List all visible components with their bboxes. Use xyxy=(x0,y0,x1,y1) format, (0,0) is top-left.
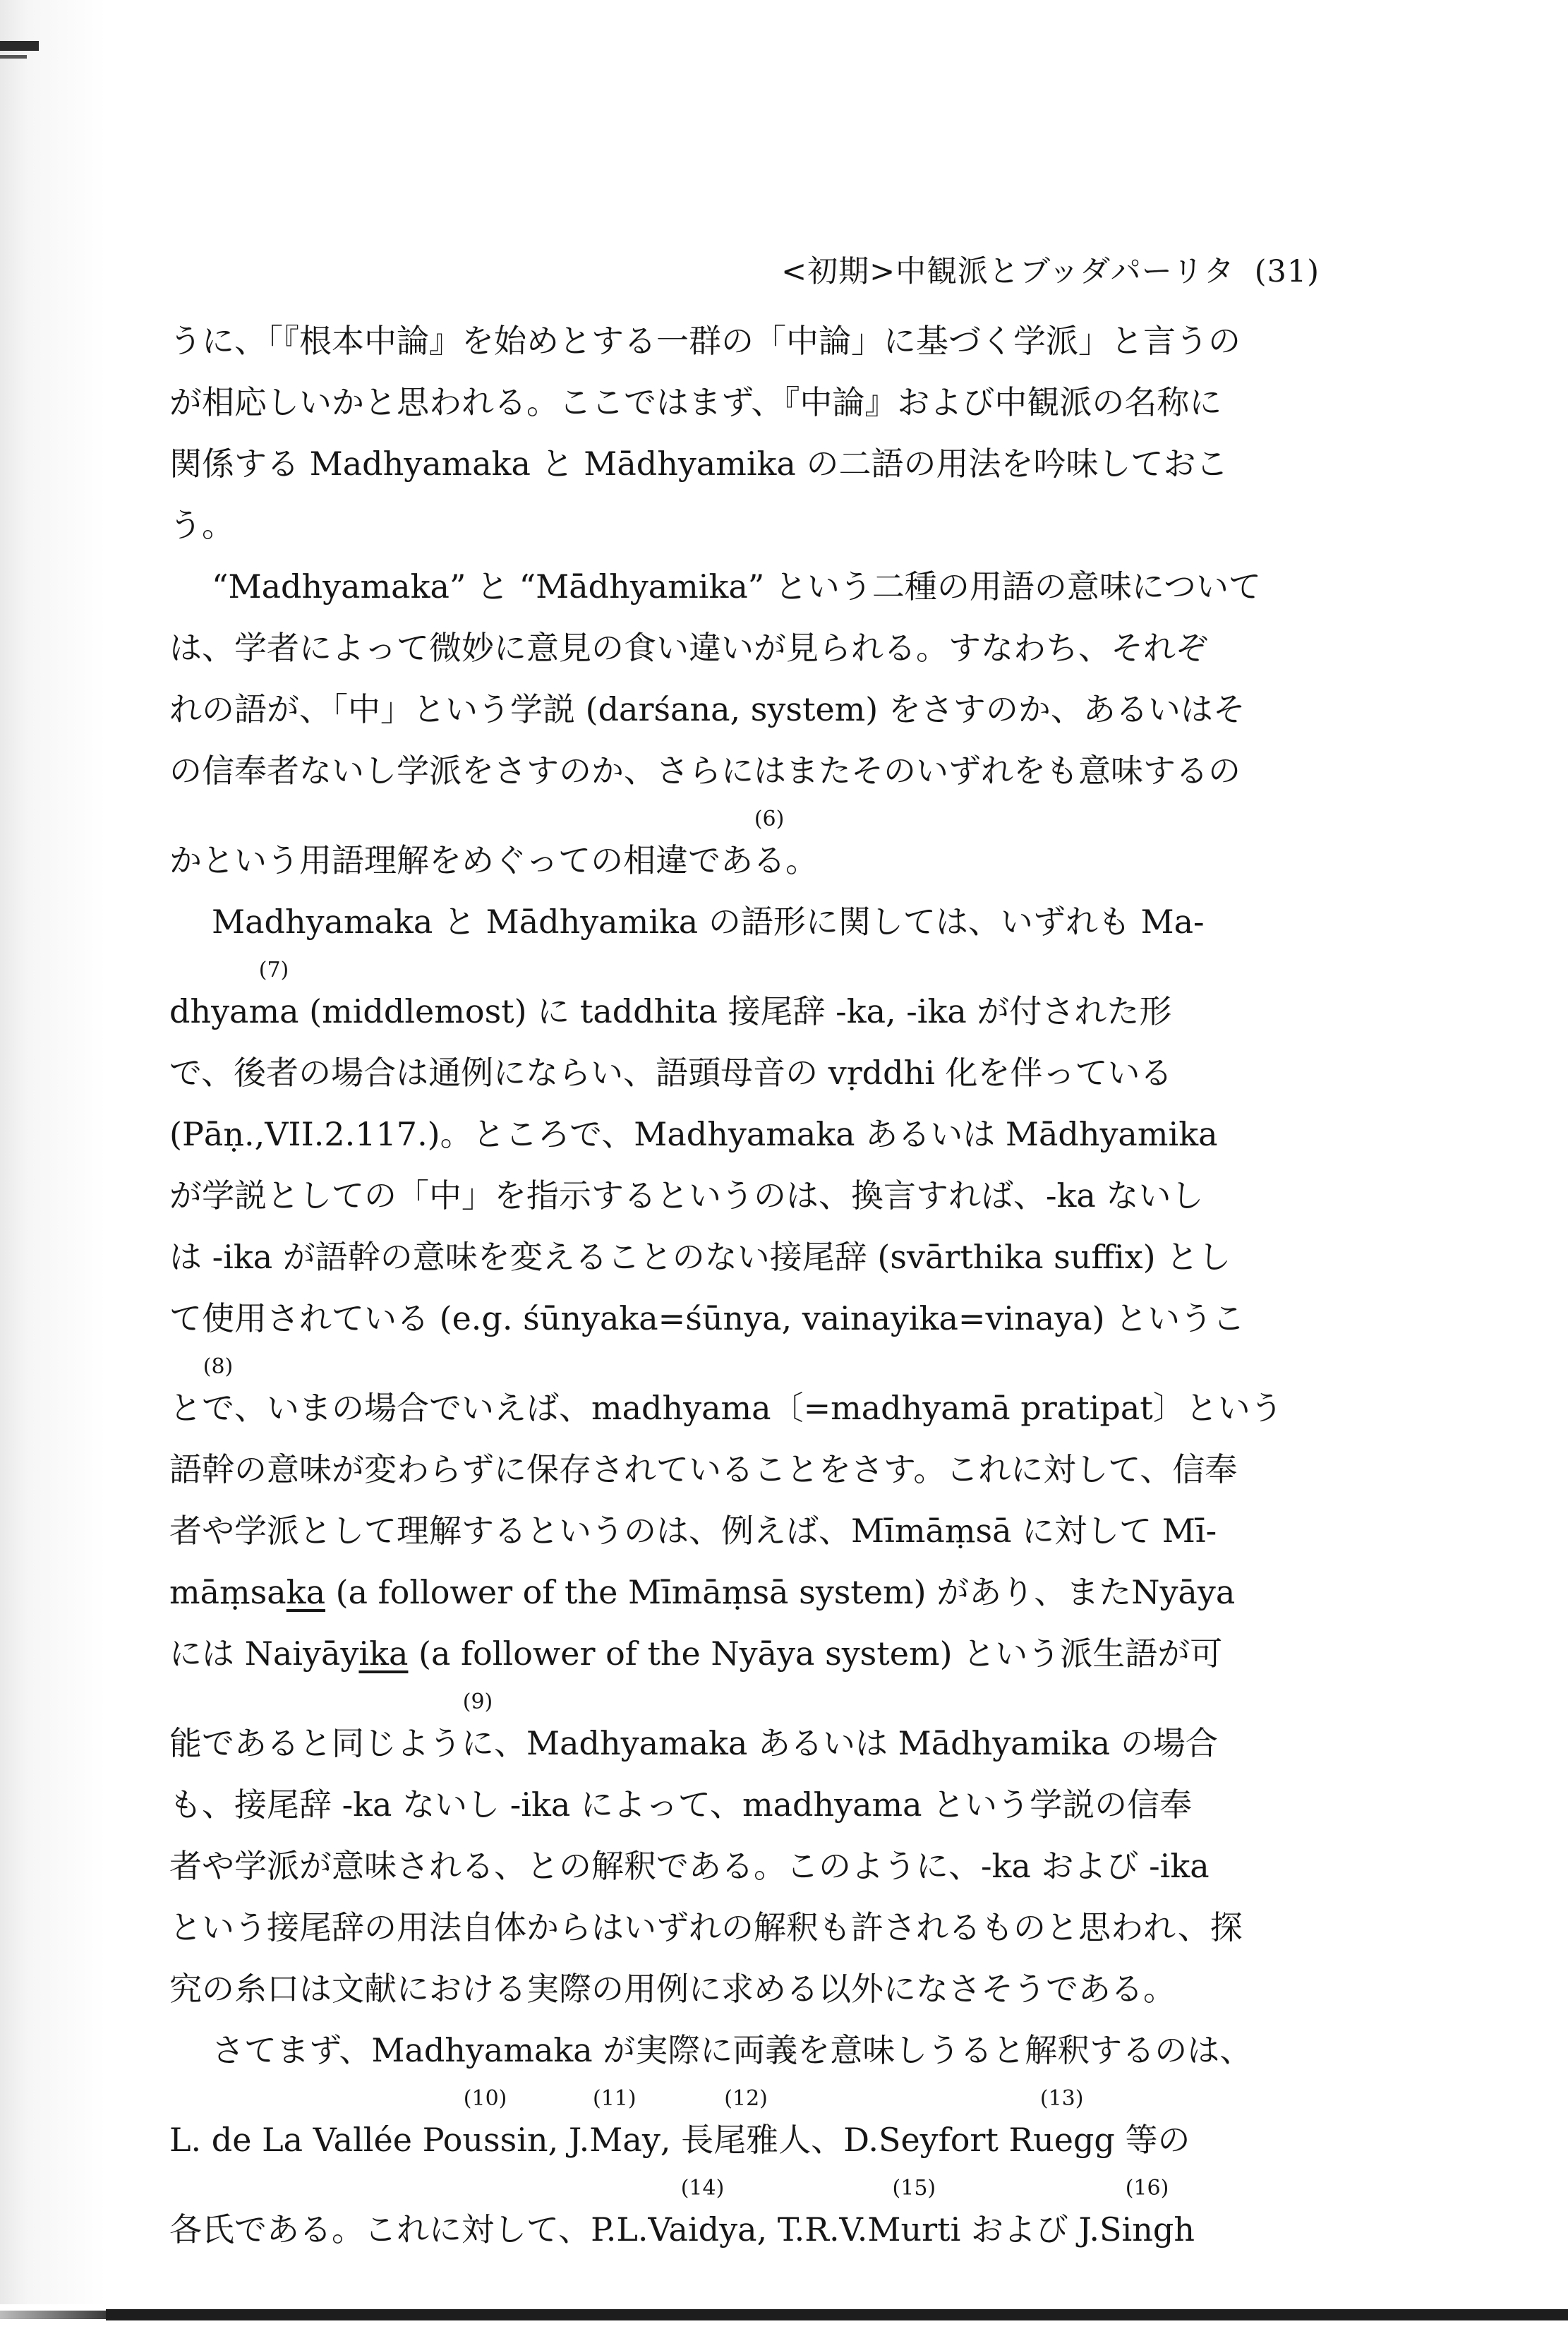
footnote-anchor xyxy=(422,2086,548,2171)
text-line: で、後者の場合は通例にならい、語頭母音の vṛddhi 化を伴っている xyxy=(169,1054,1173,1092)
text-span: māṃsa xyxy=(169,1573,287,1611)
footnote-marker: (9) xyxy=(462,1690,493,1714)
text-span: 、いまの場合でいえば、madhyama〔=madhyamā pratipat〕という xyxy=(234,1389,1283,1427)
text-span: 等の xyxy=(1114,2121,1190,2159)
footnote-marker: (11) xyxy=(593,2086,637,2111)
page-number: (31) xyxy=(1254,254,1320,289)
text-line: (Pāṇ.,VII.2.117.)。ところで、Madhyamaka あるいは Mādhyamika xyxy=(169,1115,1218,1153)
footnote-anchor xyxy=(681,2086,812,2171)
scan-artifact-mark xyxy=(0,55,27,59)
text-span: に xyxy=(462,1724,494,1762)
author-name: Murti xyxy=(867,2210,961,2248)
text-line xyxy=(169,958,1383,1042)
footnote-anchor xyxy=(753,807,786,891)
footnote-marker: (7) xyxy=(258,958,289,982)
text-span: かという用語理解をめぐっての相違であ xyxy=(169,841,754,879)
underlined-suffix: ka xyxy=(286,1573,326,1611)
author-name: 長尾雅人 xyxy=(681,2121,812,2159)
author-name: J.May xyxy=(568,2121,661,2159)
footnote-marker: (12) xyxy=(724,2086,768,2111)
author-name: Poussin xyxy=(422,2121,548,2159)
paragraph xyxy=(169,311,1383,556)
text-line: 関係する Madhyamaka と Mādhyamika の二語の用法を吟味しておこ xyxy=(169,445,1229,483)
scan-artifact-mark xyxy=(0,41,39,51)
text-line: “Madhyamaka” と “Mādhyamika” という二種の用語の意味について xyxy=(212,567,1262,606)
text-span: 、D.Seyfort xyxy=(811,2121,1009,2159)
text-line: 者や学派が意味される、との解釈である。このように、-ka および -ika xyxy=(169,1847,1210,1885)
footnote-anchor xyxy=(867,2176,961,2260)
text-span: 。 xyxy=(785,841,819,879)
scan-artifact-bar xyxy=(0,2311,106,2319)
text-line xyxy=(169,2086,1383,2171)
text-line: が学説としての「中」を指示するというのは、換言すれば、-ka ないし xyxy=(169,1176,1204,1215)
text-span: 、Madhyamaka あるいは Mādhyamika の場合 xyxy=(494,1724,1218,1762)
footnote-marker: (13) xyxy=(1039,2086,1084,2111)
text-line: さてまず、Madhyamaka が実際に両義を意味しうると解釈するのは、 xyxy=(212,2031,1253,2069)
text-line: Madhyamaka と Mādhyamika の語形に関しては、いずれも Ma- xyxy=(212,903,1205,941)
footnote-anchor xyxy=(1099,2176,1195,2260)
text-line: て使用されている (e.g. śūnyaka=śūnya, vainayika=vinaya) というこ xyxy=(169,1299,1246,1337)
paragraph xyxy=(169,891,1383,2020)
text-span: , T.R.V. xyxy=(756,2210,868,2248)
author-name: Singh xyxy=(1099,2210,1195,2248)
text-span: る xyxy=(753,841,786,879)
footnote-anchor xyxy=(1008,2086,1115,2171)
body-text xyxy=(169,311,1383,2260)
footnote-marker: (16) xyxy=(1125,2176,1169,2200)
footnote-anchor xyxy=(248,958,299,1042)
text-span: で xyxy=(202,1389,234,1427)
text-span: (middlemost) に taddhita 接尾辞 -ka, -ika が付された形 xyxy=(298,992,1172,1030)
footnote-anchor xyxy=(648,2176,757,2260)
text-line: 究の糸口は文献における実際の用例に求める以外になさそうである。 xyxy=(169,1970,1176,2008)
text-line: う。 xyxy=(169,506,234,544)
footnote-anchor xyxy=(462,1690,494,1774)
text-line: 語幹の意味が変わらずに保存されていることをさす。これに対して、信奉 xyxy=(169,1450,1238,1488)
text-line xyxy=(169,1690,1383,1774)
text-line xyxy=(169,2176,1383,2260)
footnote-marker: (10) xyxy=(463,2086,507,2111)
text-span: (a follower of the Nyāya system) という派生語が可 xyxy=(408,1634,1223,1673)
scan-artifact-bar xyxy=(106,2309,1568,2320)
text-span: には Naiyāy xyxy=(169,1634,359,1673)
text-line xyxy=(169,1562,1383,1623)
text-line: は -ika が語幹の意味を変えることのない接尾辞 (svārthika suffix) とし xyxy=(169,1238,1231,1276)
author-name: Ruegg xyxy=(1008,2121,1115,2159)
text-line xyxy=(169,1354,1383,1439)
text-line: は、学者によって微妙に意見の食い違いが見られる。すなわち、それぞ xyxy=(169,629,1208,667)
underlined-suffix: ika xyxy=(358,1634,409,1673)
footnote-marker: (15) xyxy=(892,2176,936,2200)
text-span: , xyxy=(548,2121,569,2159)
text-line: 者や学派として理解するというのは、例えば、Mīmāṃsā に対して Mī- xyxy=(169,1512,1217,1550)
text-line: という接尾辞の用法自体からはいずれの解釈も許されるものと思われ、探 xyxy=(169,1908,1243,1946)
paragraph xyxy=(169,2020,1383,2260)
text-span: (a follower of the Mīmāṃsā system) があり、またNyāya xyxy=(325,1573,1236,1611)
text-span: および J. xyxy=(960,2210,1100,2248)
text-line xyxy=(169,807,1383,891)
text-line: の信奉者ないし学派をさすのか、さらにはまたそのいずれをも意味するの xyxy=(169,752,1241,790)
text-line: うに、「『根本中論』を始めとする一群の「中論」に基づく学派」と言うの xyxy=(169,322,1241,360)
text-span: 各氏である。これに対して、P.L. xyxy=(169,2210,649,2248)
author-name: Vaidya xyxy=(648,2210,757,2248)
running-head-title: <初期>中観派とブッダパーリタ xyxy=(781,254,1235,289)
footnote-marker: (14) xyxy=(680,2176,725,2200)
text-span: L. de La Vallée xyxy=(169,2121,423,2159)
text-span: ma xyxy=(248,992,299,1030)
footnote-anchor xyxy=(202,1354,234,1439)
text-line: が相応しいかと思われる。ここではまず、『中論』および中観派の名称に xyxy=(169,383,1222,421)
footnote-marker: (6) xyxy=(754,807,785,831)
footnote-marker: (8) xyxy=(203,1354,234,1379)
text-span: , xyxy=(660,2121,682,2159)
scan-left-edge xyxy=(0,0,106,2336)
footnote-anchor xyxy=(568,2086,661,2171)
text-span: と xyxy=(169,1389,202,1427)
text-span: dhya xyxy=(169,992,249,1030)
text-span: 能であると同じよう xyxy=(169,1724,462,1762)
running-head xyxy=(713,251,1320,293)
text-line xyxy=(169,1623,1383,1685)
paragraph xyxy=(169,556,1383,891)
text-line: れの語が、「中」という学説 (darśana, system) をさすのか、あるいはそ xyxy=(169,690,1246,728)
text-line: も、接尾辞 -ka ないし -ika によって、madhyama という学説の信奉 xyxy=(169,1786,1193,1824)
